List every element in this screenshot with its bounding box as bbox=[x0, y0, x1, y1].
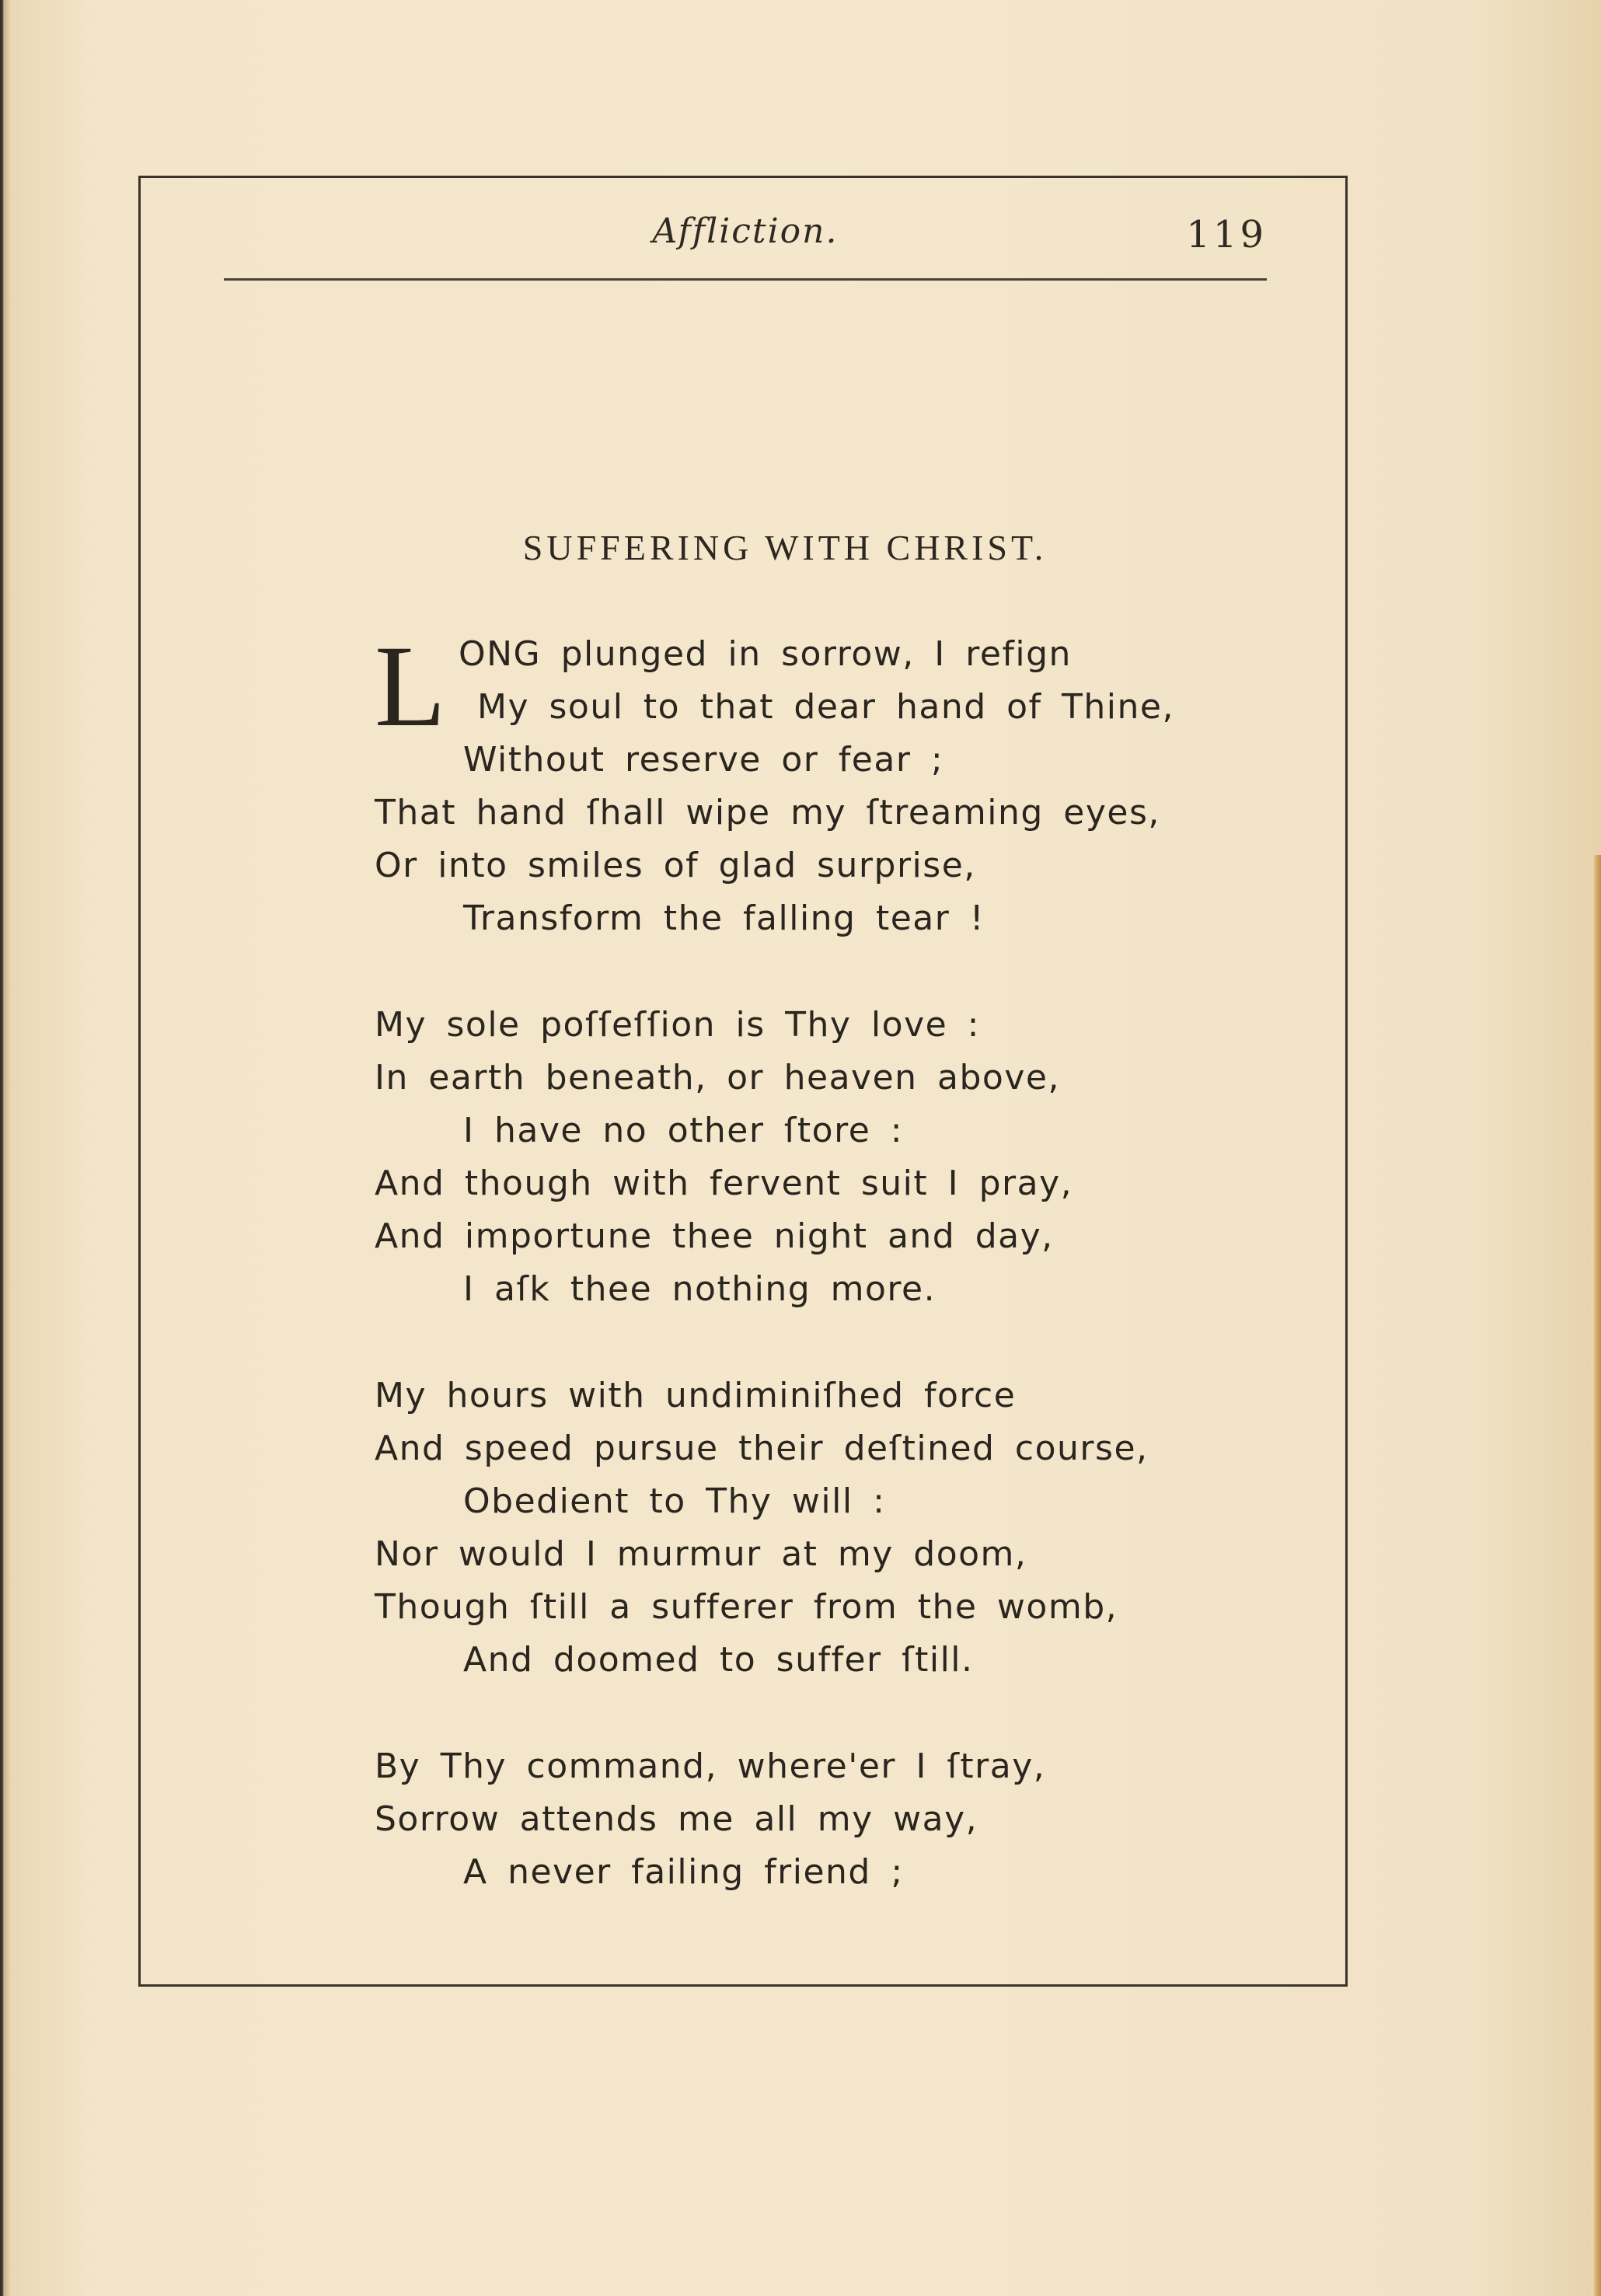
poem-line: And though with fervent suit I pray, bbox=[375, 1164, 1073, 1203]
poem-line: Though ſtill a sufferer from the womb, bbox=[375, 1587, 1118, 1627]
poem-line: And importune thee night and day, bbox=[375, 1216, 1054, 1256]
stanza-3 bbox=[375, 1370, 1292, 1687]
stanza-1 bbox=[375, 622, 1292, 945]
stanza-2 bbox=[375, 999, 1292, 1316]
running-header bbox=[224, 208, 1267, 281]
page-edge bbox=[1592, 855, 1601, 2296]
poem-line: Sorrow attends me all my way, bbox=[375, 1799, 978, 1839]
poem-line: That hand ſhall wipe my ſtreaming eyes, bbox=[375, 793, 1160, 832]
stanza-gap bbox=[375, 1687, 1292, 1740]
poem-line: And speed pursue their deſtined course, bbox=[375, 1429, 1149, 1468]
poem-line: My soul to that dear hand of Thine, bbox=[477, 687, 1174, 727]
book-spine-edge bbox=[0, 0, 11, 2296]
running-title: Affliction. bbox=[652, 211, 839, 251]
poem-line: ONG plunged in sorrow, I refign bbox=[459, 634, 1072, 674]
page-number: 119 bbox=[1186, 213, 1267, 256]
poem-line: In earth beneath, or heaven above, bbox=[375, 1058, 1060, 1097]
poem-title: SUFFERING WITH CHRIST. bbox=[522, 528, 1048, 567]
poem-line: My hours with undiminiſhed force bbox=[375, 1376, 1017, 1415]
poem-line: Transform the falling tear ! bbox=[463, 899, 985, 938]
poem-line: Or into smiles of glad surprise, bbox=[375, 846, 976, 885]
poem-line: By Thy command, where'er I ſtray, bbox=[375, 1746, 1046, 1786]
poem-line: Nor would I murmur at my doom, bbox=[375, 1534, 1027, 1574]
poem-line: And doomed to suffer ſtill. bbox=[463, 1640, 974, 1680]
drop-cap: L bbox=[375, 622, 446, 751]
poem-line: My sole poſſeſſion is Thy love : bbox=[375, 1005, 980, 1045]
poem-line: Without reserve or fear ; bbox=[463, 740, 944, 780]
poem-line: I aſk thee nothing more. bbox=[463, 1269, 937, 1309]
stanza-gap bbox=[375, 945, 1292, 999]
stanza-gap bbox=[375, 1316, 1292, 1370]
poem-line: I have no other ſtore : bbox=[463, 1111, 904, 1150]
poem-line: Obedient to Thy will : bbox=[463, 1481, 886, 1521]
poem-line: A never failing friend ; bbox=[463, 1852, 904, 1892]
poem-body bbox=[375, 622, 1292, 1899]
stanza-4 bbox=[375, 1740, 1292, 1899]
